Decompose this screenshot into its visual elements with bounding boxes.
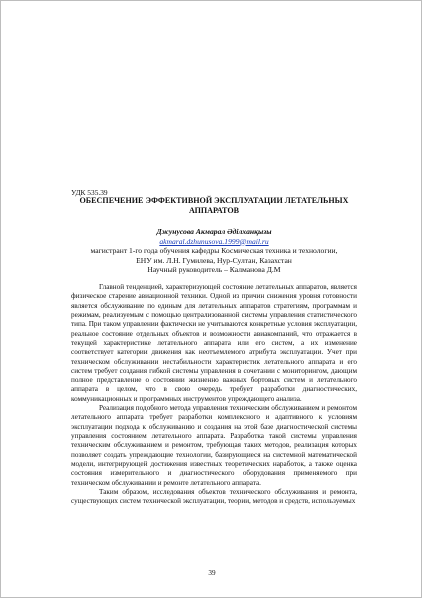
paragraph: Реализация подобного метода управления техническим обслуживанием и ремонтом летательного аппарата требует разработки комплексного и адаптивного к условиям эксплуатации подхода к обслуживанию и создания на этой базе диагностической системы управления состоянием летательного аппарата. Разработка такой системы управления техническим обслуживанием и ремонтом, требующая таких методов, реализация которых позволяет создать упреждающие технологии, базирующиеся на системной математической модели, интегрирующей достижения известных теоретических наработок, а также оценка состояния измерительного и диагностического оборудования применяемого при техническом обслуживании и ремонте летательного аппарата. xyxy=(71,404,357,487)
paragraph: Главной тенденцией, характеризующей состояние летательных аппаратов, является физическое старение авиационной техники. Одной из причин снижения уровня готовности является обслуживание по единым для летательных аппаратов стратегиям, программам и режимам, реализуемым с помощью централизованной системы управления статистического типа. При таком управлении фактически не учитываются конкретные условия эксплуатации, реальное состояние отдельных объектов и возможности авиакомпаний, что отражается в текущей характеристике летательного аппарата или его систем, а их изменение соответствует категории движения как неотъемлемого атрибута эксплуатации. Учет при техническом обслуживании нестабильности характеристик летательного аппарата и его систем требует создания гибкой системы управления в сочетании с мониторингом, дающим полное представление о состоянии жизненно важных бортовых систем и летательного аппарата в целом, что в свою очередь требует разработки диагностических, коммуникационных и программных инструментов упреждающего анализа. xyxy=(71,283,357,403)
supervisor-line: Научный руководитель – Калманова Д.М xyxy=(147,265,281,275)
affiliation-line: ЕНУ им. Л.Н. Гумилева, Нур-Султан, Казахстан xyxy=(136,255,292,265)
author-email-link[interactable]: akmaral.dzhunusova.1999@mail.ru xyxy=(159,236,269,246)
title-line: ОБЕСПЕЧЕНИЕ ЭФФЕКТИВНОЙ ЭКСПЛУАТАЦИИ ЛЕТАТЕЛЬНЫХ xyxy=(79,196,349,205)
udk-code: УДК 535.39 xyxy=(71,188,108,197)
author-name: Джунусова Акмарал Әділханқызы xyxy=(156,227,272,236)
paragraph: Таким образом, исследования объектов технического обслуживания и ремонта, существующих систем технической эксплуатации, теории, методов и средств, используемых xyxy=(71,487,357,506)
title-line: АППАРАТОВ xyxy=(188,206,240,215)
author-block xyxy=(61,227,367,275)
body-text xyxy=(71,283,357,507)
paper-title xyxy=(61,196,367,216)
page-number: 39 xyxy=(208,569,216,577)
affiliation-line: магистрант 1-го года обучения кафедры Космическая техника и технологии, xyxy=(90,246,338,256)
